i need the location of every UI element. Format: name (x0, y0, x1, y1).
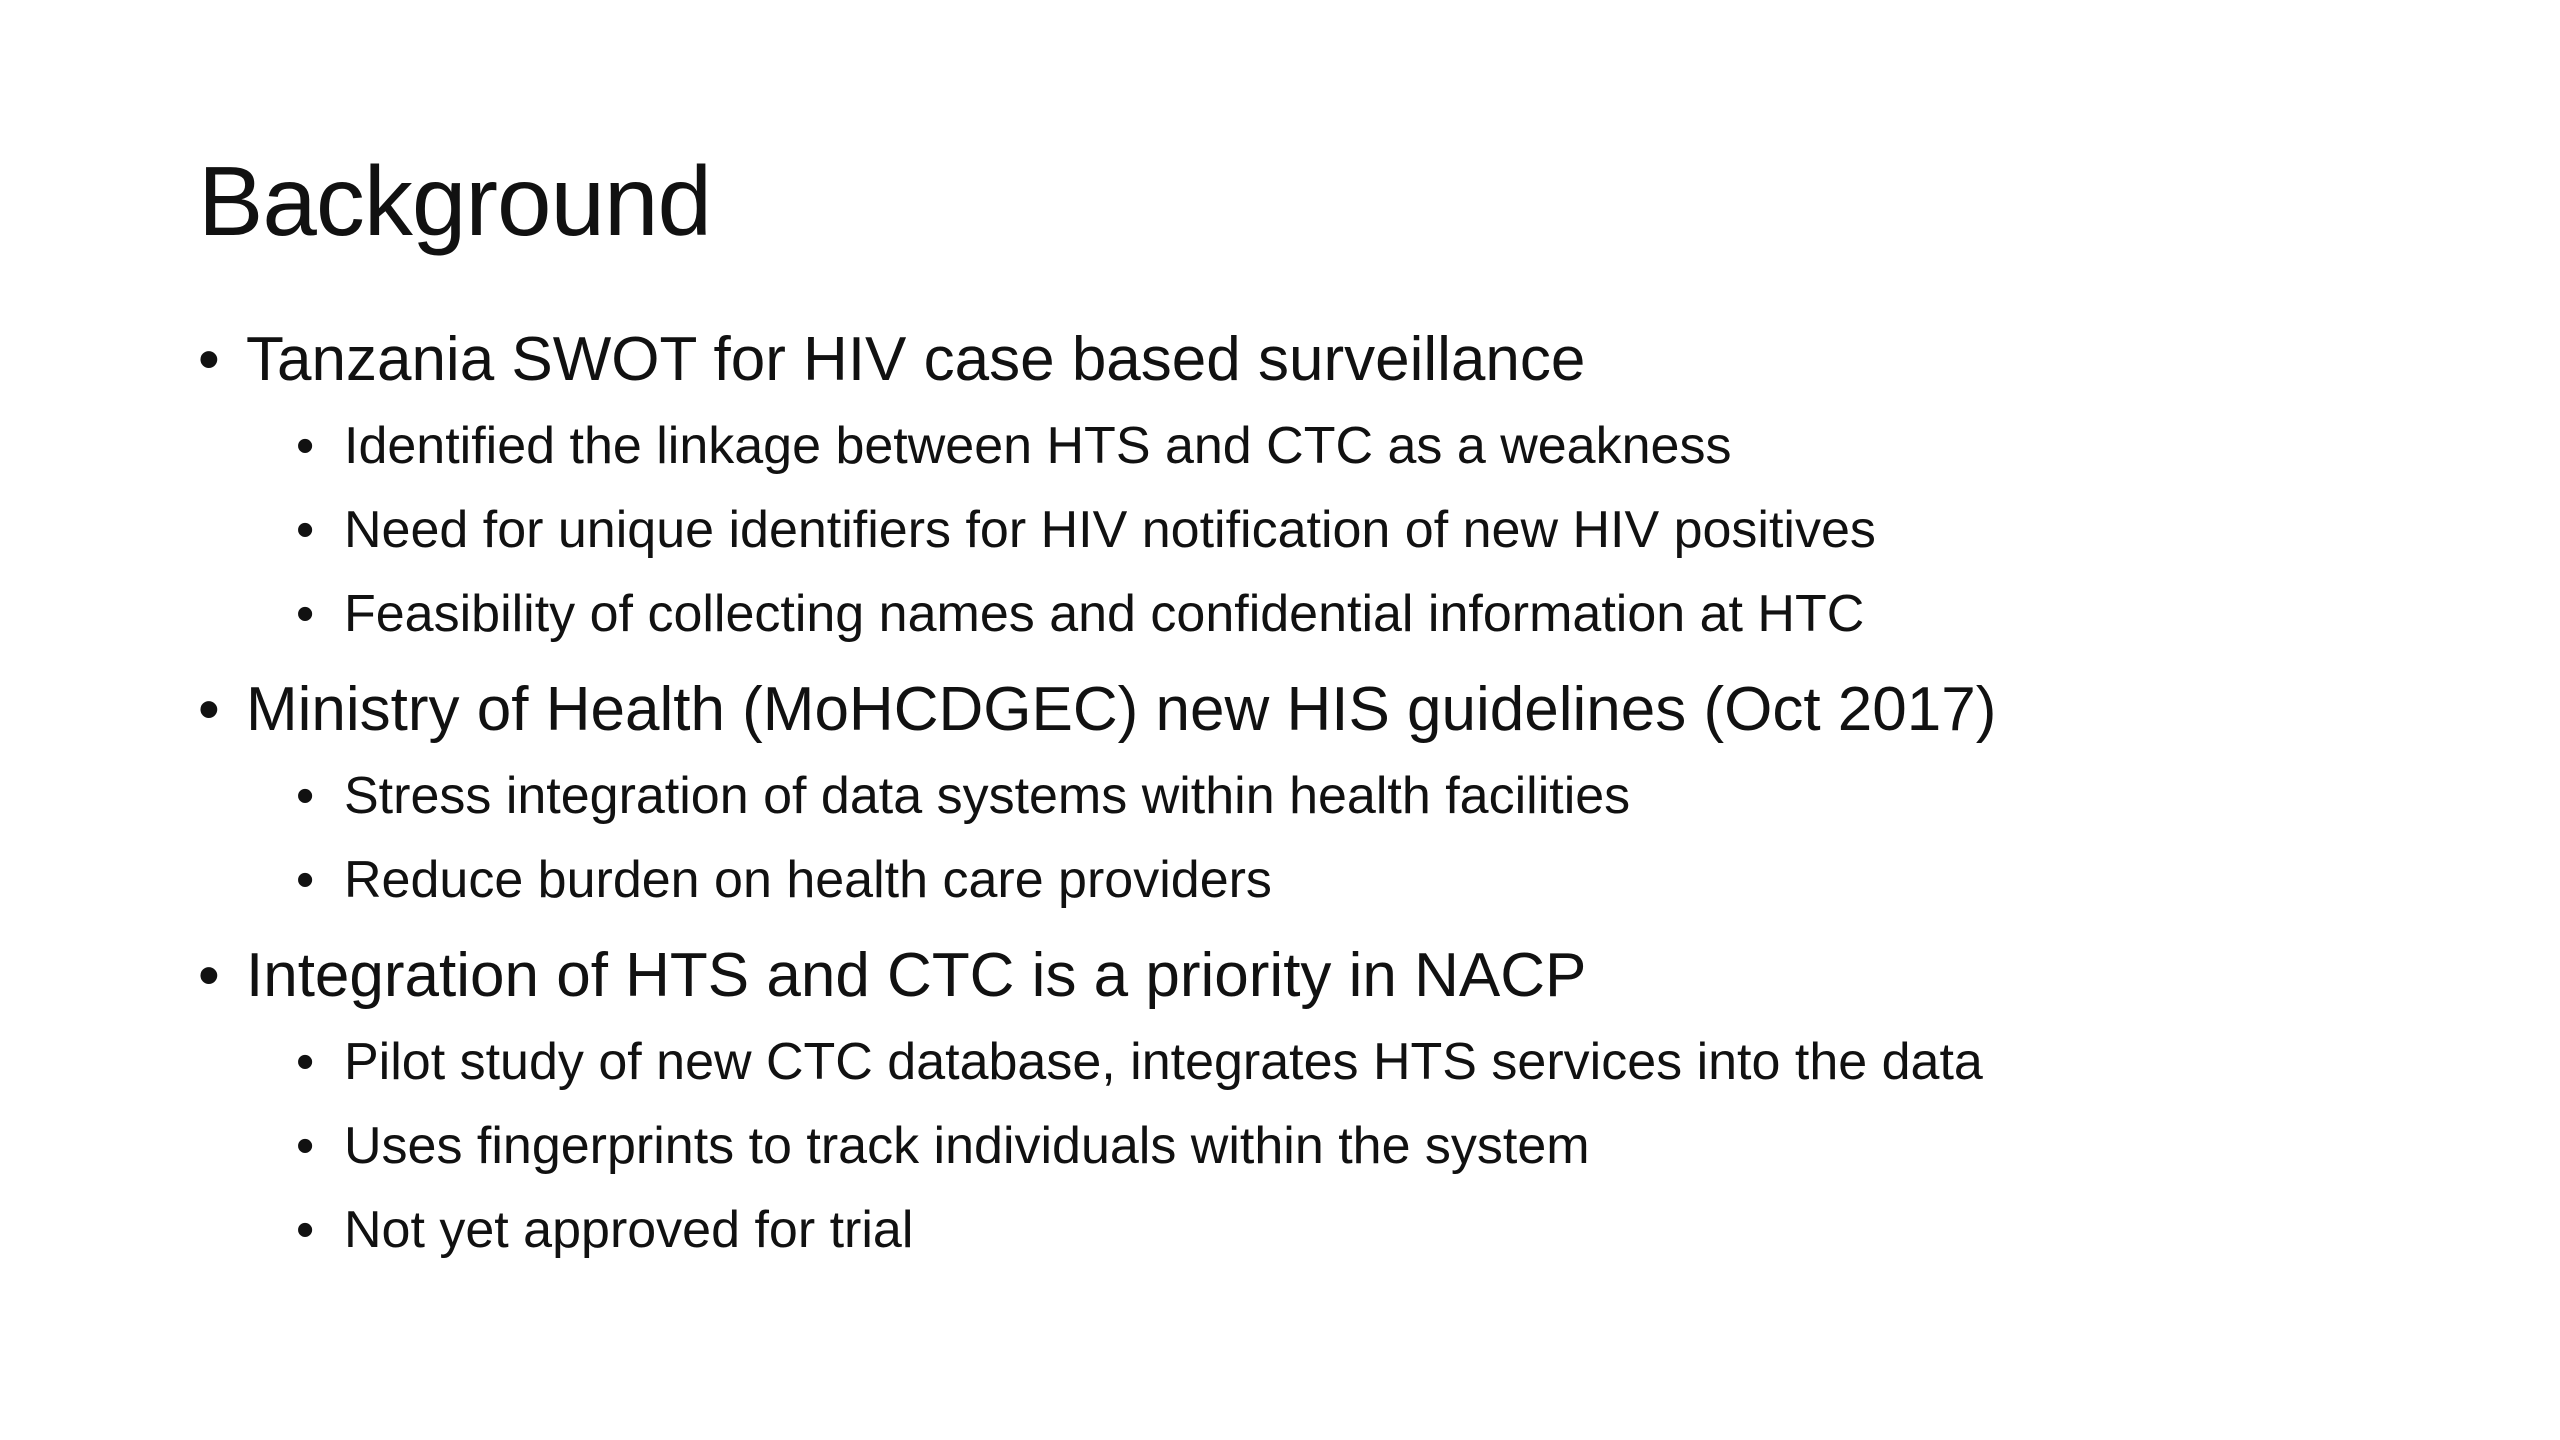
bullet-item (198, 318, 2448, 402)
sub-bullet-item (198, 1020, 2448, 1104)
sub-bullet-text: Pilot study of new CTC database, integrates HTS services into the data (344, 1033, 1983, 1091)
sub-bullet-item (198, 838, 2448, 922)
sub-bullet-text: Not yet approved for trial (344, 1201, 914, 1259)
sub-bullet-list (198, 1020, 2448, 1272)
bullet-icon: • (198, 325, 220, 394)
bullet-icon: • (296, 851, 315, 909)
bullet-icon: • (296, 1117, 315, 1175)
sub-bullet-item (198, 488, 2448, 572)
slide-title: Background (198, 146, 712, 256)
bullet-icon: • (296, 1201, 315, 1259)
sub-bullet-text: Need for unique identifiers for HIV notification of new HIV positives (344, 501, 1876, 559)
bullet-icon: • (198, 941, 220, 1010)
bullet-icon: • (296, 585, 315, 643)
sub-bullet-item (198, 754, 2448, 838)
bullet-group-swot (198, 318, 2448, 656)
sub-bullet-text: Identified the linkage between HTS and CTC as a weakness (344, 417, 1732, 475)
sub-bullet-item (198, 572, 2448, 656)
bullet-icon: • (296, 1033, 315, 1091)
slide-body (198, 318, 2448, 1280)
sub-bullet-text: Reduce burden on health care providers (344, 851, 1272, 909)
bullet-icon: • (296, 767, 315, 825)
bullet-item (198, 934, 2448, 1018)
bullet-item (198, 668, 2448, 752)
bullet-icon: • (198, 675, 220, 744)
bullet-group-moh (198, 668, 2448, 922)
bullet-icon: • (296, 501, 315, 559)
bullet-group-nacp (198, 934, 2448, 1272)
sub-bullet-text: Stress integration of data systems within health facilities (344, 767, 1631, 825)
bullet-text: Integration of HTS and CTC is a priority in NACP (246, 941, 1587, 1010)
bullet-text: Tanzania SWOT for HIV case based surveillance (246, 325, 1586, 394)
sub-bullet-item (198, 404, 2448, 488)
sub-bullet-item (198, 1188, 2448, 1272)
bullet-text: Ministry of Health (MoHCDGEC) new HIS guidelines (Oct 2017) (246, 675, 1997, 744)
sub-bullet-list (198, 754, 2448, 922)
sub-bullet-text: Feasibility of collecting names and confidential information at HTC (344, 585, 1865, 643)
sub-bullet-list (198, 404, 2448, 656)
sub-bullet-item (198, 1104, 2448, 1188)
bullet-icon: • (296, 417, 315, 475)
sub-bullet-text: Uses fingerprints to track individuals within the system (344, 1117, 1590, 1175)
